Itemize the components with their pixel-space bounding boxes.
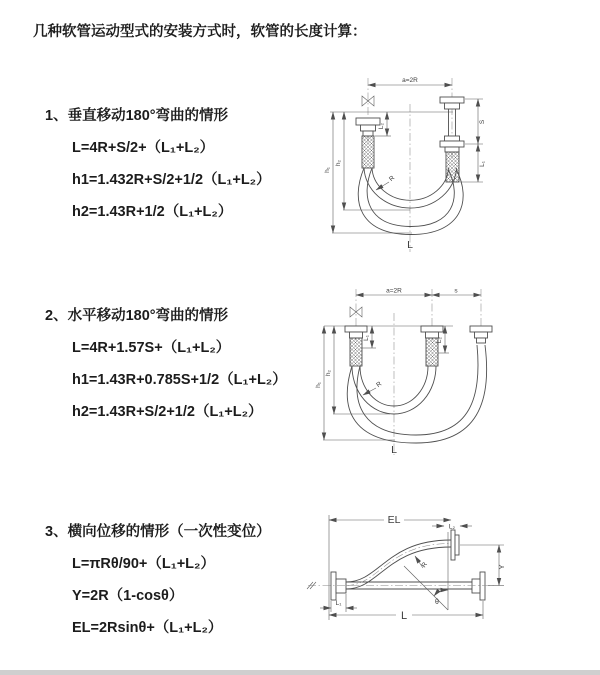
dim-span-a2r bbox=[368, 77, 452, 85]
formula-h1: h1=1.43R+0.785S+1/2（L₁+L₂） bbox=[72, 372, 287, 388]
section-1-heading: 1、垂直移动180°弯曲的情形 bbox=[45, 108, 229, 124]
formula-y: Y=2R（1-cosθ） bbox=[72, 588, 184, 604]
middle-riser bbox=[421, 326, 443, 366]
length-label: L bbox=[391, 444, 397, 456]
el-label: EL bbox=[387, 514, 401, 526]
figure-lateral-displacement bbox=[298, 498, 600, 675]
section-1 bbox=[45, 104, 315, 221]
diagram-vertical-180-bend bbox=[312, 70, 600, 262]
fit-left-label: L₁ bbox=[335, 600, 342, 607]
dim-fit-top bbox=[432, 524, 472, 531]
fit-left-label: L₂ bbox=[378, 122, 385, 130]
dim-label-span: a=2R bbox=[402, 77, 418, 84]
formula-h2: h2=1.43R+1/2（L₁+L₂） bbox=[72, 204, 233, 220]
left-riser bbox=[356, 118, 380, 168]
page-title: 几种软管运动型式的安装方式时，软管的长度计算： bbox=[33, 24, 367, 40]
section-2-heading: 2、水平移动180°弯曲的情形 bbox=[45, 308, 229, 324]
page-edge-strip bbox=[0, 670, 600, 675]
dim-el bbox=[329, 514, 451, 620]
h-inner-label: h₂ bbox=[325, 369, 332, 377]
h-outer-label: h₁ bbox=[315, 382, 322, 388]
diagram-lateral-displacement bbox=[298, 498, 600, 675]
formula-l: L=4R+S/2+（L₁+L₂） bbox=[72, 140, 215, 156]
radius-callout bbox=[376, 174, 396, 190]
h-inner-label: h₂ bbox=[335, 159, 342, 167]
dim-fit-left bbox=[375, 112, 391, 136]
length-label: L bbox=[407, 239, 413, 251]
fit-left-label: L₁ bbox=[363, 335, 370, 341]
dim-stroke-s bbox=[460, 99, 486, 182]
formula-l: L=πRθ/90+（L₁+L₂） bbox=[72, 556, 215, 572]
fit-top-label: L₂ bbox=[448, 523, 456, 531]
stroke-label: S bbox=[479, 119, 486, 125]
dim-length bbox=[329, 601, 483, 622]
radius-callout bbox=[415, 556, 429, 569]
centerlines bbox=[368, 78, 452, 252]
right-riser bbox=[470, 326, 492, 343]
fit-right-label: L₁ bbox=[479, 161, 486, 167]
dim-label-span: a=2R bbox=[386, 287, 402, 295]
diagram-horizontal-180-bend bbox=[310, 283, 600, 463]
y-offset-label: Y bbox=[497, 564, 506, 570]
section-3 bbox=[45, 520, 315, 637]
figure-horizontal-180-bend bbox=[310, 283, 600, 468]
stroke-label: s bbox=[454, 287, 458, 295]
left-flange bbox=[331, 572, 346, 600]
fit-mid-label: L₂ bbox=[436, 336, 443, 344]
section-3-heading: 3、横向位移的情形（一次性变位） bbox=[45, 524, 271, 540]
dim-fit-left bbox=[320, 594, 357, 612]
right-flange bbox=[472, 572, 485, 600]
dim-stroke-s bbox=[432, 288, 481, 296]
h-outer-label: h₁ bbox=[324, 167, 331, 173]
radius-callout bbox=[363, 380, 383, 395]
dim-span-a2r bbox=[356, 288, 432, 296]
upper-flange bbox=[451, 530, 459, 560]
section-2 bbox=[45, 304, 315, 421]
formula-h1: h1=1.432R+S/2+1/2（L₁+L₂） bbox=[72, 172, 271, 188]
theta-label: θ bbox=[435, 599, 439, 606]
radius-label: R bbox=[420, 561, 429, 570]
left-riser bbox=[345, 326, 367, 366]
formula-el: EL=2Rsinθ+（L₁+L₂） bbox=[72, 620, 223, 636]
formula-h2: h2=1.43R+S/2+1/2（L₁+L₂） bbox=[72, 404, 263, 420]
formula-l: L=4R+1.57S+（L₁+L₂） bbox=[72, 340, 231, 356]
radius-label: R bbox=[387, 174, 397, 184]
hose-u-bend bbox=[347, 345, 486, 443]
length-label: L bbox=[400, 610, 408, 622]
radius-label: R bbox=[375, 380, 384, 389]
figure-vertical-180-bend bbox=[312, 70, 600, 267]
